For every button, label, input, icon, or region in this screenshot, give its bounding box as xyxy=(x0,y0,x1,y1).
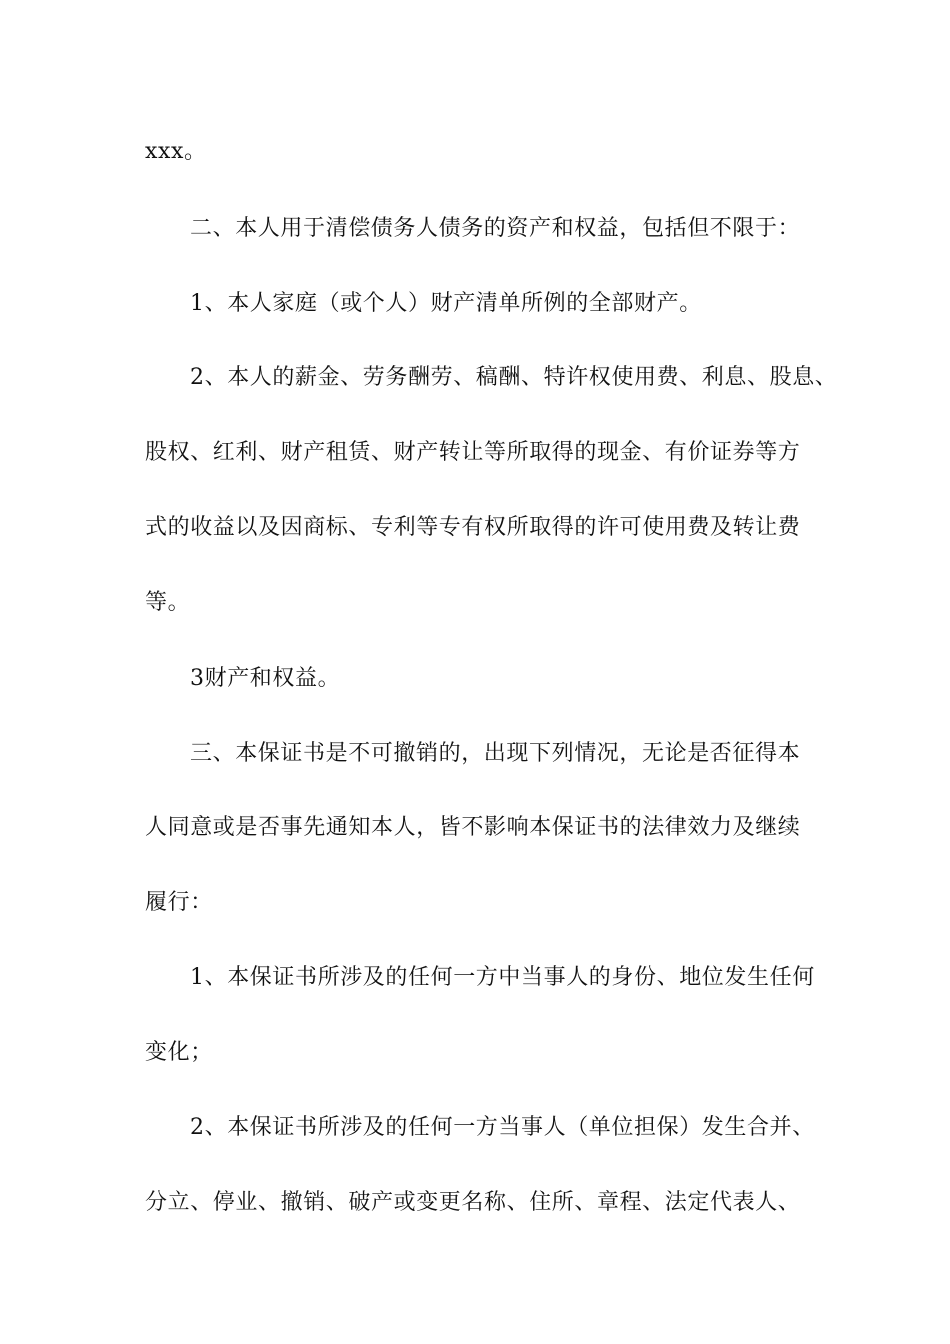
text-line: 分立、停业、撤销、破产或变更名称、住所、章程、法定代表人、 xyxy=(145,1190,801,1215)
list-item: 1、本人家庭（或个人）财产清单所例的全部财产。 xyxy=(190,291,702,316)
list-item: 3财产和权益。 xyxy=(190,666,341,691)
text-line: 履行： xyxy=(145,890,213,915)
paragraph-heading: 二、本人用于清偿债务人债务的资产和权益，包括但不限于： xyxy=(190,216,801,241)
text-line: 变化； xyxy=(145,1040,213,1065)
text-line: xxx。 xyxy=(145,139,207,164)
text-line: 等。 xyxy=(145,590,191,615)
text-line: 股权、红利、财产租赁、财产转让等所取得的现金、有价证券等方 xyxy=(145,440,801,465)
list-item: 2、本保证书所涉及的任何一方当事人（单位担保）发生合并、 xyxy=(190,1115,815,1140)
paragraph-heading: 三、本保证书是不可撤销的，出现下列情况，无论是否征得本 xyxy=(190,741,801,766)
text-line: 式的收益以及因商标、专利等专有权所取得的许可使用费及转让费 xyxy=(145,515,801,540)
text-line: 人同意或是否事先通知本人，皆不影响本保证书的法律效力及继续 xyxy=(145,815,801,840)
list-item: 1、本保证书所涉及的任何一方中当事人的身份、地位发生任何 xyxy=(190,965,815,990)
list-item: 2、本人的薪金、劳务酬劳、稿酬、特许权使用费、利息、股息、 xyxy=(190,365,838,390)
